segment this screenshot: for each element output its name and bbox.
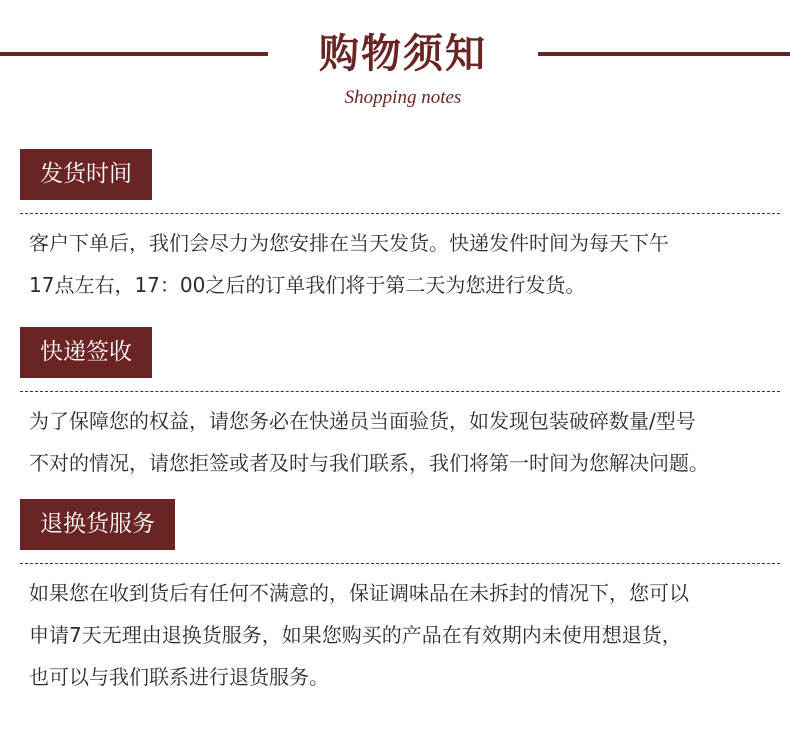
section-body (20, 400, 780, 484)
section-tag: 退换货服务 (20, 499, 175, 550)
dashed-divider (20, 563, 780, 564)
header-rule-left (0, 52, 268, 56)
dashed-divider (20, 213, 780, 214)
dashed-divider (20, 391, 780, 392)
body-line: 客户下单后，我们会尽力为您安排在当天发货。快递发件时间为每天下午 (29, 231, 669, 255)
section-body (20, 572, 780, 698)
section-body (20, 222, 780, 306)
body-line: 17点左右，17：00之后的订单我们将于第二天为您进行发货。 (29, 273, 586, 297)
section-tag: 发货时间 (20, 149, 152, 200)
section-delivery-signing (20, 327, 780, 484)
section-tag: 快递签收 (20, 327, 152, 378)
body-line: 不对的情况，请您拒签或者及时与我们联系，我们将第一时间为您解决问题。 (29, 451, 709, 475)
page-subtitle: Shopping notes (344, 87, 462, 108)
page-title: 购物须知 (319, 30, 487, 77)
section-shipping-time (20, 149, 780, 306)
header-rule-right (538, 52, 790, 56)
body-line: 为了保障您的权益，请您务必在快递员当面验货，如发现包装破碎数量/型号 (29, 409, 696, 433)
body-line: 申请7天无理由退换货服务，如果您购买的产品在有效期内未使用想退货， (29, 623, 682, 647)
section-returns-service (20, 499, 780, 698)
body-line: 也可以与我们联系进行退货服务。 (29, 665, 329, 689)
body-line: 如果您在收到货后有任何不满意的，保证调味品在未拆封的情况下，您可以 (29, 581, 689, 605)
